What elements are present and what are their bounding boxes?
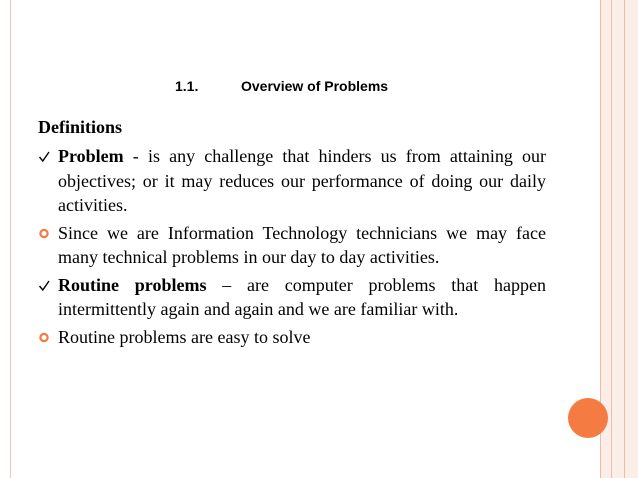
list-item xyxy=(38,325,546,350)
item-text: - is any challenge that hinders us from attaining our objectives; or it may reduces our performance of doing our daily activities. xyxy=(58,146,546,215)
right-decor-band xyxy=(600,0,638,478)
check-icon xyxy=(38,273,52,297)
ring-bullet-icon xyxy=(38,325,52,349)
item-term: Problem xyxy=(58,146,124,166)
right-decor-line xyxy=(624,0,625,478)
left-border-line xyxy=(10,0,11,478)
list-item xyxy=(38,273,546,322)
item-text: Routine problems are easy to solve xyxy=(58,326,311,347)
list-item xyxy=(38,221,546,270)
item-text: Since we are Information Technology technicians we may face many technical problems in our day to day activities. xyxy=(58,222,546,267)
section-title: Overview of Problems xyxy=(241,78,389,94)
section-number: 1.1. xyxy=(175,78,199,94)
definitions-heading: Definitions xyxy=(38,117,123,137)
right-decor-line xyxy=(611,0,612,478)
bullet-list xyxy=(38,144,546,352)
check-icon xyxy=(38,144,52,168)
item-text: – are computer problems that happen intermittently again and again and we are familiar with. xyxy=(58,274,546,319)
section-header xyxy=(175,78,388,94)
ring-bullet-icon xyxy=(38,221,52,245)
item-term: Routine problems xyxy=(58,274,207,295)
list-item xyxy=(38,144,546,218)
accent-circle-icon xyxy=(568,398,608,438)
